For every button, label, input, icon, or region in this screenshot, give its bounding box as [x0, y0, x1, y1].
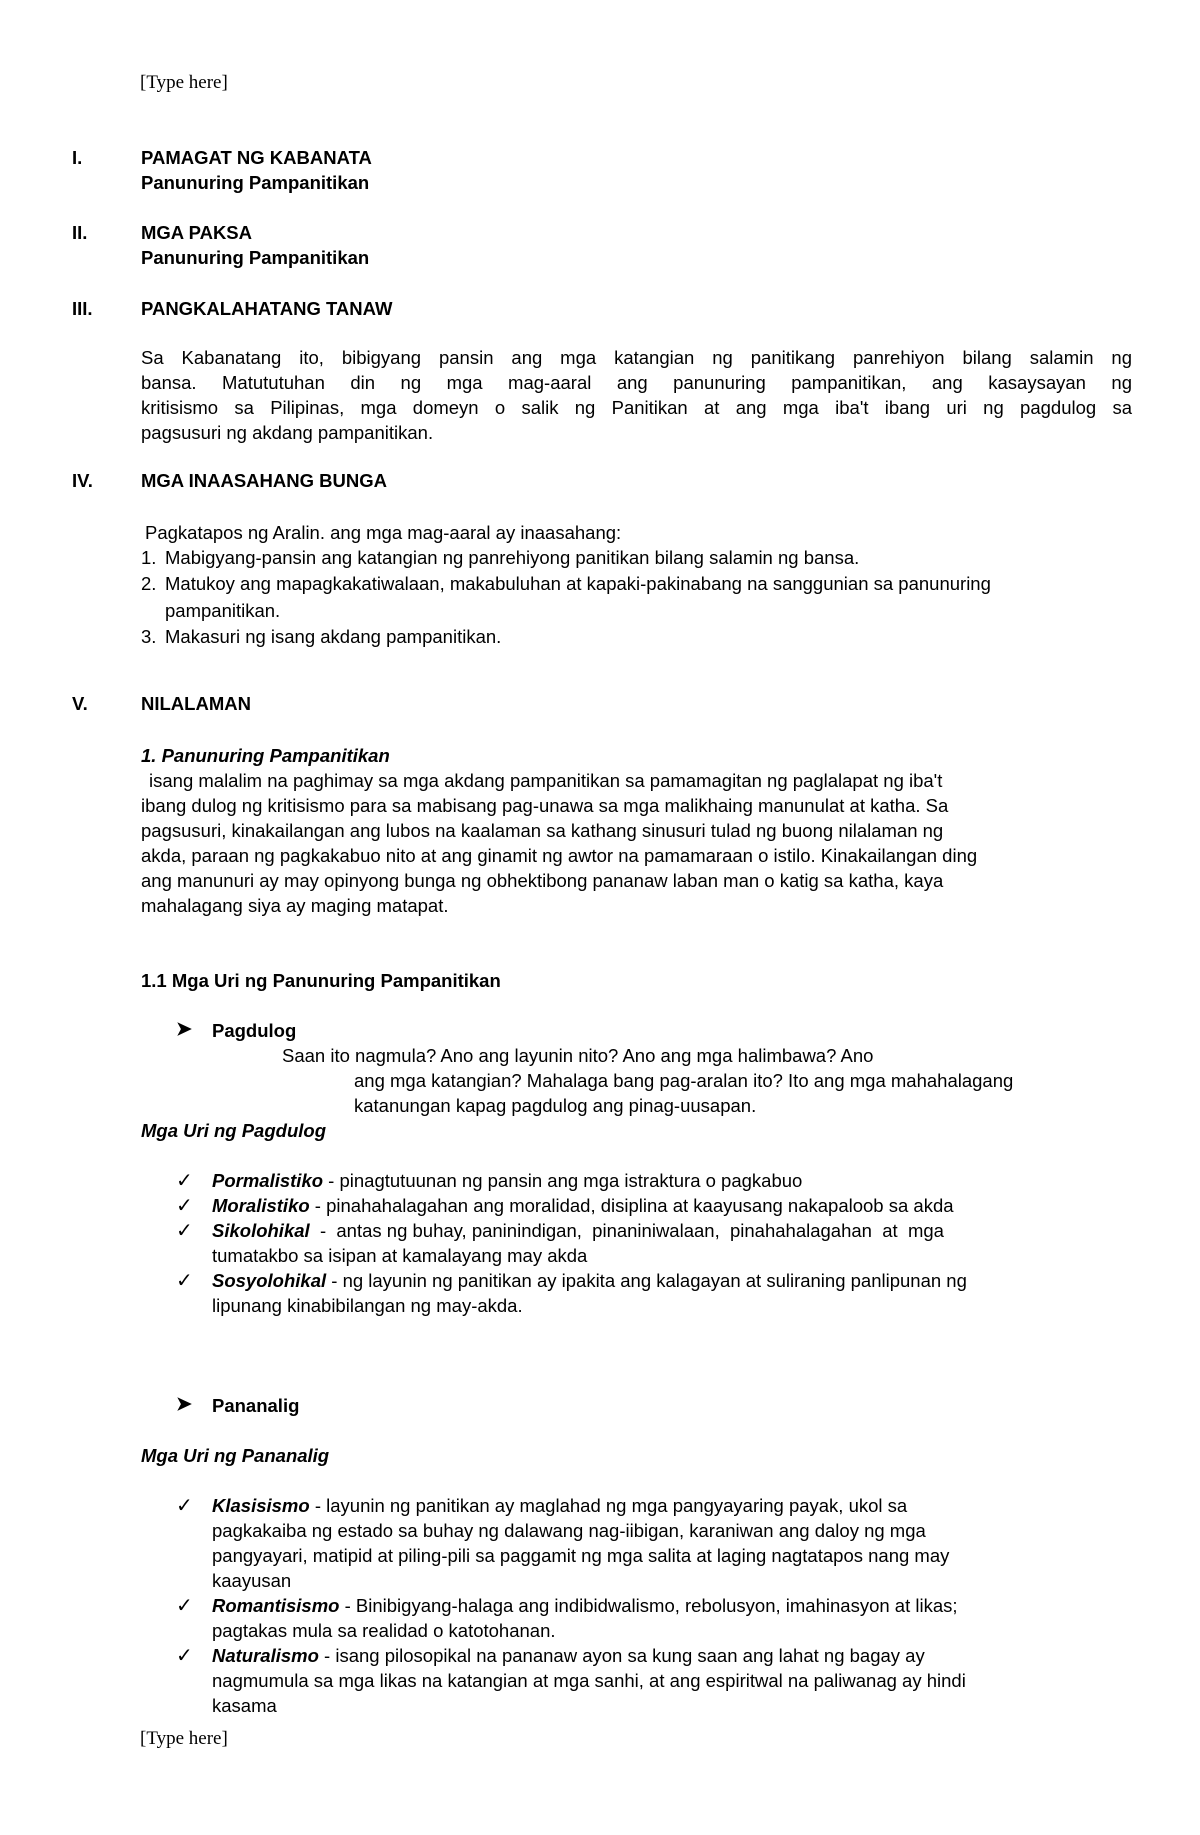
pagdulog-types-title: Mga Uri ng Pagdulog: [141, 1120, 326, 1141]
pagdulog-line: Saan ito nagmula? Ano ang layunin nito? Ano ang mga halimbawa? Ano: [282, 1045, 874, 1066]
page-footer: [Type here]: [140, 1728, 228, 1749]
type-term: Romantisismo: [212, 1595, 340, 1616]
pananalig-types-title: Mga Uri ng Pananalig: [141, 1445, 330, 1466]
section-3-title: PANGKALAHATANG TANAW: [141, 298, 393, 319]
page-header: [Type here]: [140, 72, 228, 93]
type-desc: - pinagtutuunan ng pansin ang mga istraktura o pagkabuo: [323, 1170, 803, 1191]
check-bullet-icon: ✓: [176, 1595, 193, 1617]
list-item: [141, 545, 859, 571]
section-5-number: V.: [72, 693, 88, 714]
check-bullet-icon: ✓: [176, 1645, 193, 1667]
list-item-continuation: pampanitikan.: [165, 600, 281, 621]
type-term: Moralistiko: [212, 1195, 310, 1216]
list-text: Mabigyang-pansin ang katangian ng panrehiyong panitikan bilang salamin ng bansa.: [165, 547, 860, 568]
section-2-number: II.: [72, 222, 88, 243]
section-2-subtitle: Panunuring Pampanitikan: [141, 247, 370, 268]
type-item: [212, 1493, 907, 1518]
paragraph-line: mahalagang siya ay maging matapat.: [141, 895, 449, 916]
type-item: [212, 1643, 925, 1668]
section-4-number: IV.: [72, 470, 93, 491]
type-item-continuation: pagtakas mula sa realidad o katotohanan.: [212, 1620, 556, 1641]
paragraph-line: ang manunuri ay may opinyong bunga ng obhektibong pananaw laban man o katig sa katha, kaya: [141, 870, 944, 891]
section-3-number: III.: [72, 298, 93, 319]
check-bullet-icon: ✓: [176, 1170, 193, 1192]
list-item: [141, 571, 991, 597]
list-text: Makasuri ng isang akdang pampanitikan.: [165, 626, 502, 647]
type-term: Pormalistiko: [212, 1170, 324, 1191]
type-desc: - antas ng buhay, paninindigan, pinaniniwalaan, pinahahalagahan at mga: [309, 1220, 944, 1241]
type-desc: - isang pilosopikal na pananaw ayon sa kung saan ang lahat ng bagay ay: [318, 1645, 925, 1666]
section-2-title: MGA PAKSA: [141, 222, 252, 243]
paragraph-line: pagsusuri ng akdang pampanitikan.: [141, 422, 434, 443]
paragraph-line: ibang dulog ng kritisismo para sa mabisang pag-unawa sa mga malikhaing manunulat at katha. Sa: [141, 795, 949, 816]
type-desc: - ng layunin ng panitikan ay ipakita ang kalagayan at suliraning panlipunan ng: [326, 1270, 967, 1291]
section-5-title: NILALAMAN: [141, 693, 251, 714]
pananalig-label: Pananalig: [212, 1395, 300, 1416]
paragraph-line: kritisismo sa Pilipinas, mga domeyn o salik ng Panitikan at ang mga iba't ibang uri ng pagdulog sa: [141, 397, 1132, 418]
check-bullet-icon: ✓: [176, 1220, 193, 1242]
list-item: [141, 624, 501, 650]
section-1-title: PAMAGAT NG KABANATA: [141, 147, 372, 168]
section-4-intro: Pagkatapos ng Aralin. ang mga mag-aaral ay inaasahang:: [145, 522, 622, 543]
type-item-continuation: pangyayari, matipid at piling-pili sa paggamit ng mga salita at laging nagtatapos nang may: [212, 1545, 950, 1566]
type-item-continuation: kaayusan: [212, 1570, 292, 1591]
type-term: Naturalismo: [212, 1645, 319, 1666]
paragraph-line: Sa Kabanatang ito, bibigyang pansin ang mga katangian ng panitikang panrehiyon bilang salamin ng: [141, 347, 1132, 368]
subsection-title: 1. Panunuring Pampanitikan: [141, 745, 390, 766]
type-desc: - layunin ng panitikan ay maglahad ng mga pangyayaring payak, ukol sa: [309, 1495, 908, 1516]
section-1-subtitle: Panunuring Pampanitikan: [141, 172, 370, 193]
arrow-bullet-icon: ➤: [176, 1394, 192, 1415]
type-item-continuation: nagmumula sa mga likas na katangian at mga sanhi, at ang espiritwal na paliwanag ay hindi: [212, 1670, 966, 1691]
arrow-bullet-icon: ➤: [176, 1019, 192, 1040]
type-term: Sosyolohikal: [212, 1270, 327, 1291]
type-item: [212, 1193, 954, 1218]
pagdulog-line: katanungan kapag pagdulog ang pinag-uusapan.: [354, 1095, 757, 1116]
section-1-number: I.: [72, 147, 83, 168]
pagdulog-label: Pagdulog: [212, 1020, 297, 1041]
section-4-title: MGA INAASAHANG BUNGA: [141, 470, 387, 491]
list-number: 1.: [141, 547, 157, 568]
type-item: [212, 1218, 1131, 1243]
list-text: Matukoy ang mapagkakatiwalaan, makabuluhan at kapaki-pakinabang na sanggunian sa panunuring: [165, 573, 991, 594]
check-bullet-icon: ✓: [176, 1270, 193, 1292]
list-number: 3.: [141, 626, 157, 647]
type-item-continuation: pagkakaiba ng estado sa buhay ng dalawang nag-iibigan, karaniwan ang daloy ng mga: [212, 1520, 926, 1541]
paragraph-line: isang malalim na paghimay sa mga akdang pampanitikan sa pamamagitan ng paglalapat ng iba't: [149, 770, 943, 791]
paragraph-line: bansa. Matututuhan din ng mga mag-aaral ang panunuring pampanitikan, ang kasaysayan ng: [141, 372, 1132, 393]
type-item: [212, 1593, 958, 1618]
type-item-continuation: tumatakbo sa isipan at kamalayang may akda: [212, 1245, 588, 1266]
type-item-continuation: lipunang kinabibilangan ng may-akda.: [212, 1295, 523, 1316]
type-item: [212, 1268, 967, 1293]
paragraph-line: pagsusuri, kinakailangan ang lubos na kaalaman sa kathang sinusuri tulad ng buong nilalaman ng: [141, 820, 944, 841]
type-item: [212, 1168, 802, 1193]
check-bullet-icon: ✓: [176, 1195, 193, 1217]
type-desc: - Binibigyang-halaga ang indibidwalismo, rebolusyon, imahinasyon at likas;: [339, 1595, 958, 1616]
section-3-paragraph: [141, 345, 1132, 445]
list-number: 2.: [141, 573, 157, 594]
type-item-continuation: kasama: [212, 1695, 277, 1716]
check-bullet-icon: ✓: [176, 1495, 193, 1517]
type-desc: - pinahahalagahan ang moralidad, disiplina at kaayusang nakapaloob sa akda: [309, 1195, 954, 1216]
section-5-paragraph: [141, 768, 1131, 918]
type-term: Klasisismo: [212, 1495, 310, 1516]
type-term: Sikolohikal: [212, 1220, 310, 1241]
subsection-1-1-title: 1.1 Mga Uri ng Panunuring Pampanitikan: [141, 970, 501, 991]
paragraph-line: akda, paraan ng pagkakabuo nito at ang ginamit ng awtor na pamamaraan o istilo. Kinakailangan ding: [141, 845, 978, 866]
pagdulog-line: ang mga katangian? Mahalaga bang pag-aralan ito? Ito ang mga mahahalagang: [354, 1070, 1014, 1091]
